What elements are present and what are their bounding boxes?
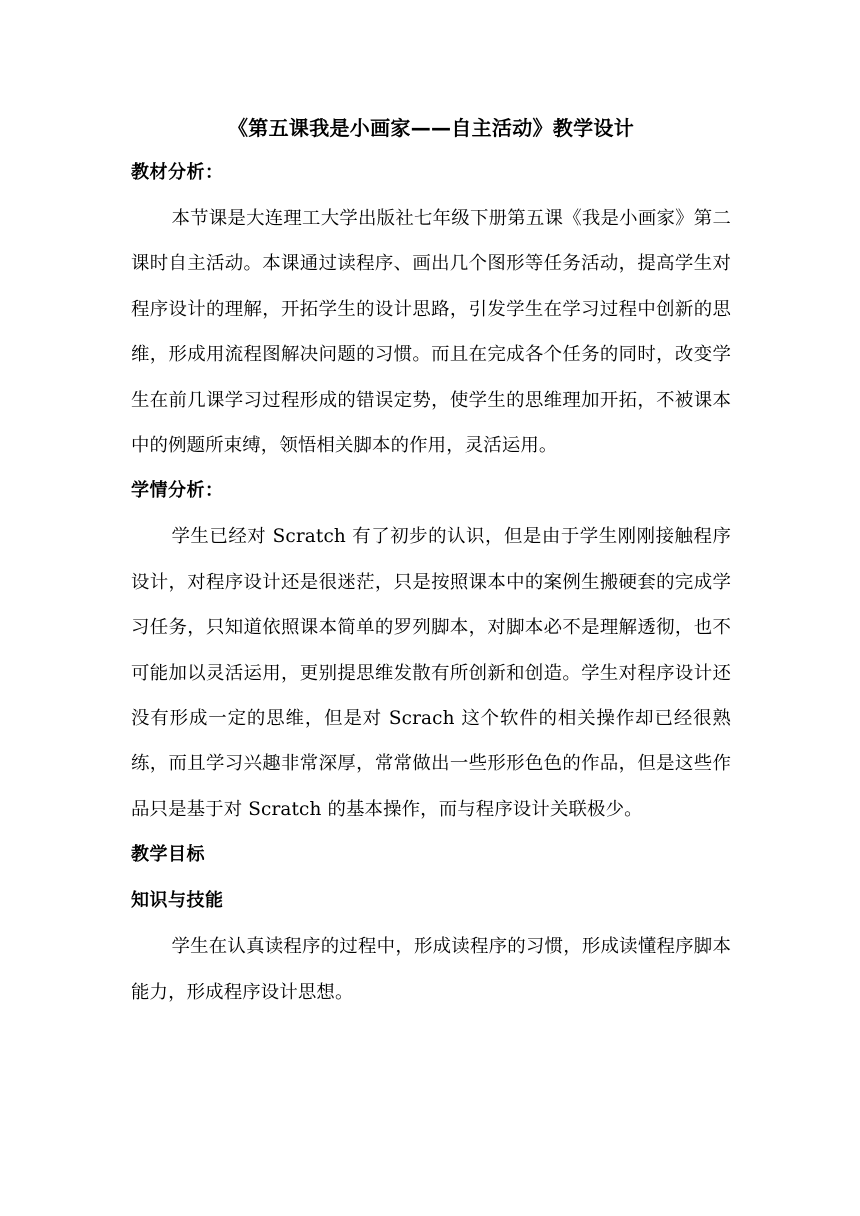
document-title: 《第五课我是小画家——自主活动》教学设计 xyxy=(228,116,634,140)
section-heading-teaching-objectives: 教学目标 xyxy=(131,844,205,866)
section-heading-student-analysis: 学情分析： xyxy=(131,480,224,502)
document-content xyxy=(131,110,731,1015)
section-heading-textbook-analysis: 教材分析： xyxy=(131,162,224,183)
section-heading-knowledge-skills: 知识与技能 xyxy=(131,890,224,912)
paragraph-student-analysis: 学生已经对 Scratch 有了初步的认识，但是由于学生刚刚接触程序设计，对程序设计还是很迷茫，只是按照课本中的案例生搬硬套的完成学习任务，只知道依照课本简单的罗列脚本，对脚本必不是理解透彻，也不可能加以灵活运用，更别提思维发散有所创新和创造。学生对程序设计还没有形成一定的思维，但是对 Scrach 这个软件的相关操作却已经很熟练，而且学习兴趣非常深厚，常常做出一些形形色色的作品，但是这些作品只是基于对 Scratch 的基本操作，而与程序设计关联极少。 xyxy=(131,526,731,820)
paragraph-textbook-analysis: 本节课是大连理工大学出版社七年级下册第五课《我是小画家》第二课时自主活动。本课通过读程序、画出几个图形等任务活动，提高学生对程序设计的理解，开拓学生的设计思路，引发学生在学习过程中创新的思维，形成用流程图解决问题的习惯。而且在完成各个任务的同时，改变学生在前几课学习过程形成的错误定势，使学生的思维理加开拓，不被课本中的例题所束缚，领悟相关脚本的作用，灵活运用。 xyxy=(131,208,731,457)
paragraph-knowledge-skills: 学生在认真读程序的过程中，形成读程序的习惯，形成读懂程序脚本能力，形成程序设计思想。 xyxy=(131,936,731,1003)
